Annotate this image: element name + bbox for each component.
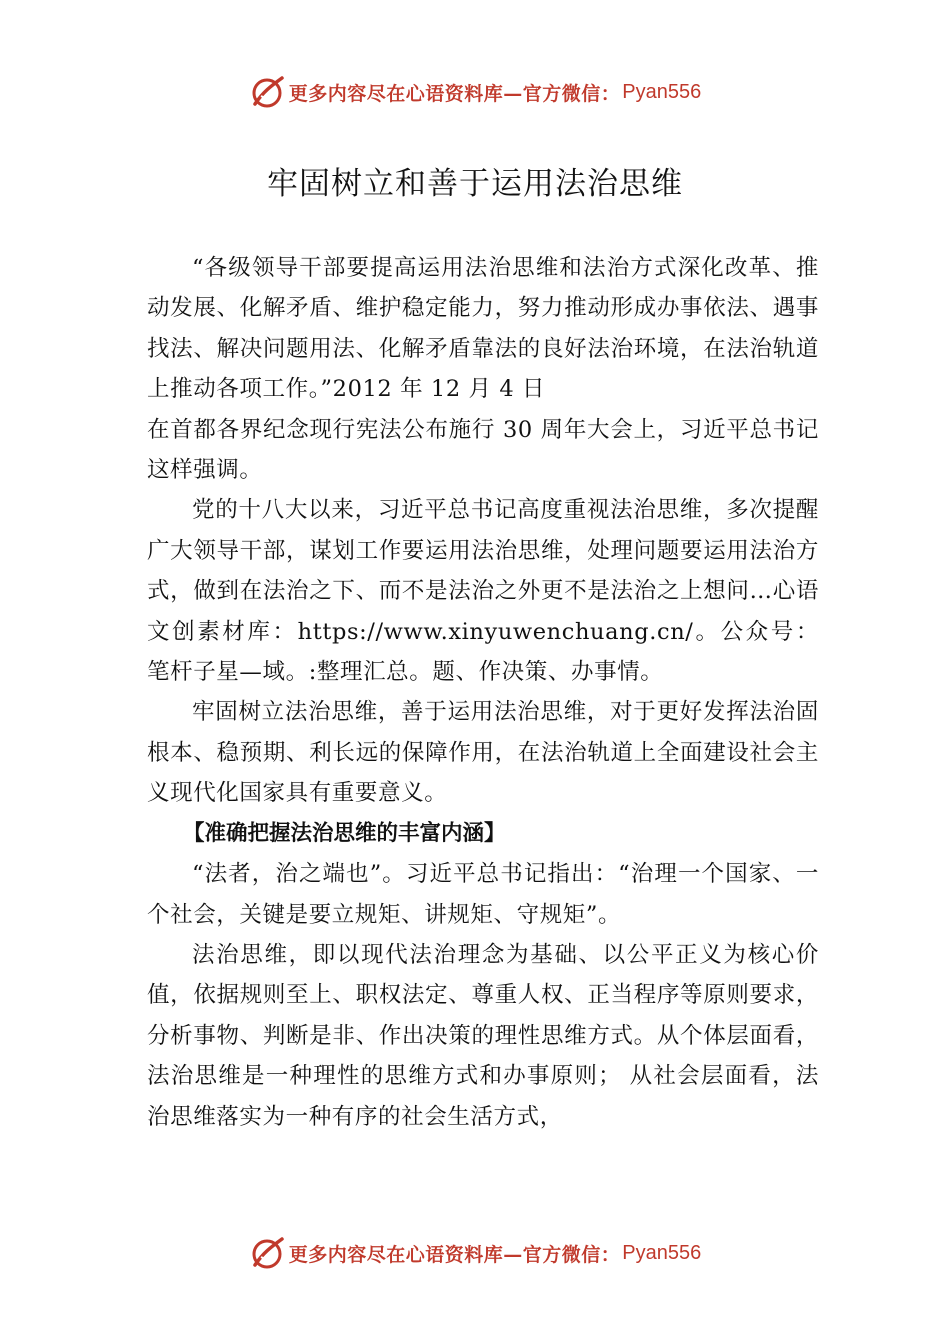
paragraph: 法治思维，即以现代法治理念为基础、以公平正义为核心价值，依据规则至上、职权法定、尊重人权、正当程序等原则要求，分析事物、判断是非、作出决策的理性思维方式。从个体层面看，法治思维是一种理性的思维方式和办事原则； 从社会层面看，法治思维落实为一种有序的社会生活方式， bbox=[147, 941, 819, 1130]
section-heading: 【准确把握法治思维的丰富内涵】 bbox=[183, 820, 506, 846]
paragraph: “各级领导干部要提高运用法治思维和法治方式深化改革、推动发展、化解矛盾、维护稳定能力，努力推动形成办事依法、遇事找法、解决问题用法、化解矛盾靠法的良好法治环境，在法治轨道上推动各项工作。”2012 年 12 月 4 日 bbox=[147, 255, 819, 403]
brush-pen-logo-icon bbox=[249, 1235, 285, 1271]
header-banner bbox=[0, 72, 950, 112]
paragraph: “法者，治之端也”。习近平总书记指出：“治理一个国家、一个社会，关键是要立规矩、讲规矩、守规矩”。 bbox=[147, 861, 819, 928]
document-title: 牢固树立和善于运用法治思维 bbox=[267, 166, 683, 202]
brush-pen-logo-icon bbox=[249, 74, 285, 110]
paragraph: 牢固树立法治思维，善于运用法治思维，对于更好发挥法治固根本、稳预期、利长远的保障作用，在法治轨道上全面建设社会主义现代化国家具有重要意义。 bbox=[147, 699, 819, 807]
banner-wechat-id: Pyan556 bbox=[622, 80, 702, 103]
banner-wechat-id: Pyan556 bbox=[622, 1241, 702, 1264]
document-body bbox=[147, 248, 819, 1137]
banner-text: 更多内容尽在心语资料库—官方微信： bbox=[288, 82, 621, 105]
paragraph: 党的十八大以来，习近平总书记高度重视法治思维，多次提醒广大领导干部，谋划工作要运用法治思维，处理问题要运用法治方式，做到在法治之下、而不是法治之外更不是法治之上想问…心语文创素材库：https://www.xinyuwenchuang.cn/。公众号：笔杆子星—域。:整理汇总。题、作决策、办事情。 bbox=[147, 497, 819, 686]
footer-banner bbox=[0, 1233, 950, 1273]
paragraph: 在首都各界纪念现行宪法公布施行 30 周年大会上，习近平总书记这样强调。 bbox=[147, 416, 819, 484]
banner-text: 更多内容尽在心语资料库—官方微信： bbox=[288, 1243, 621, 1266]
